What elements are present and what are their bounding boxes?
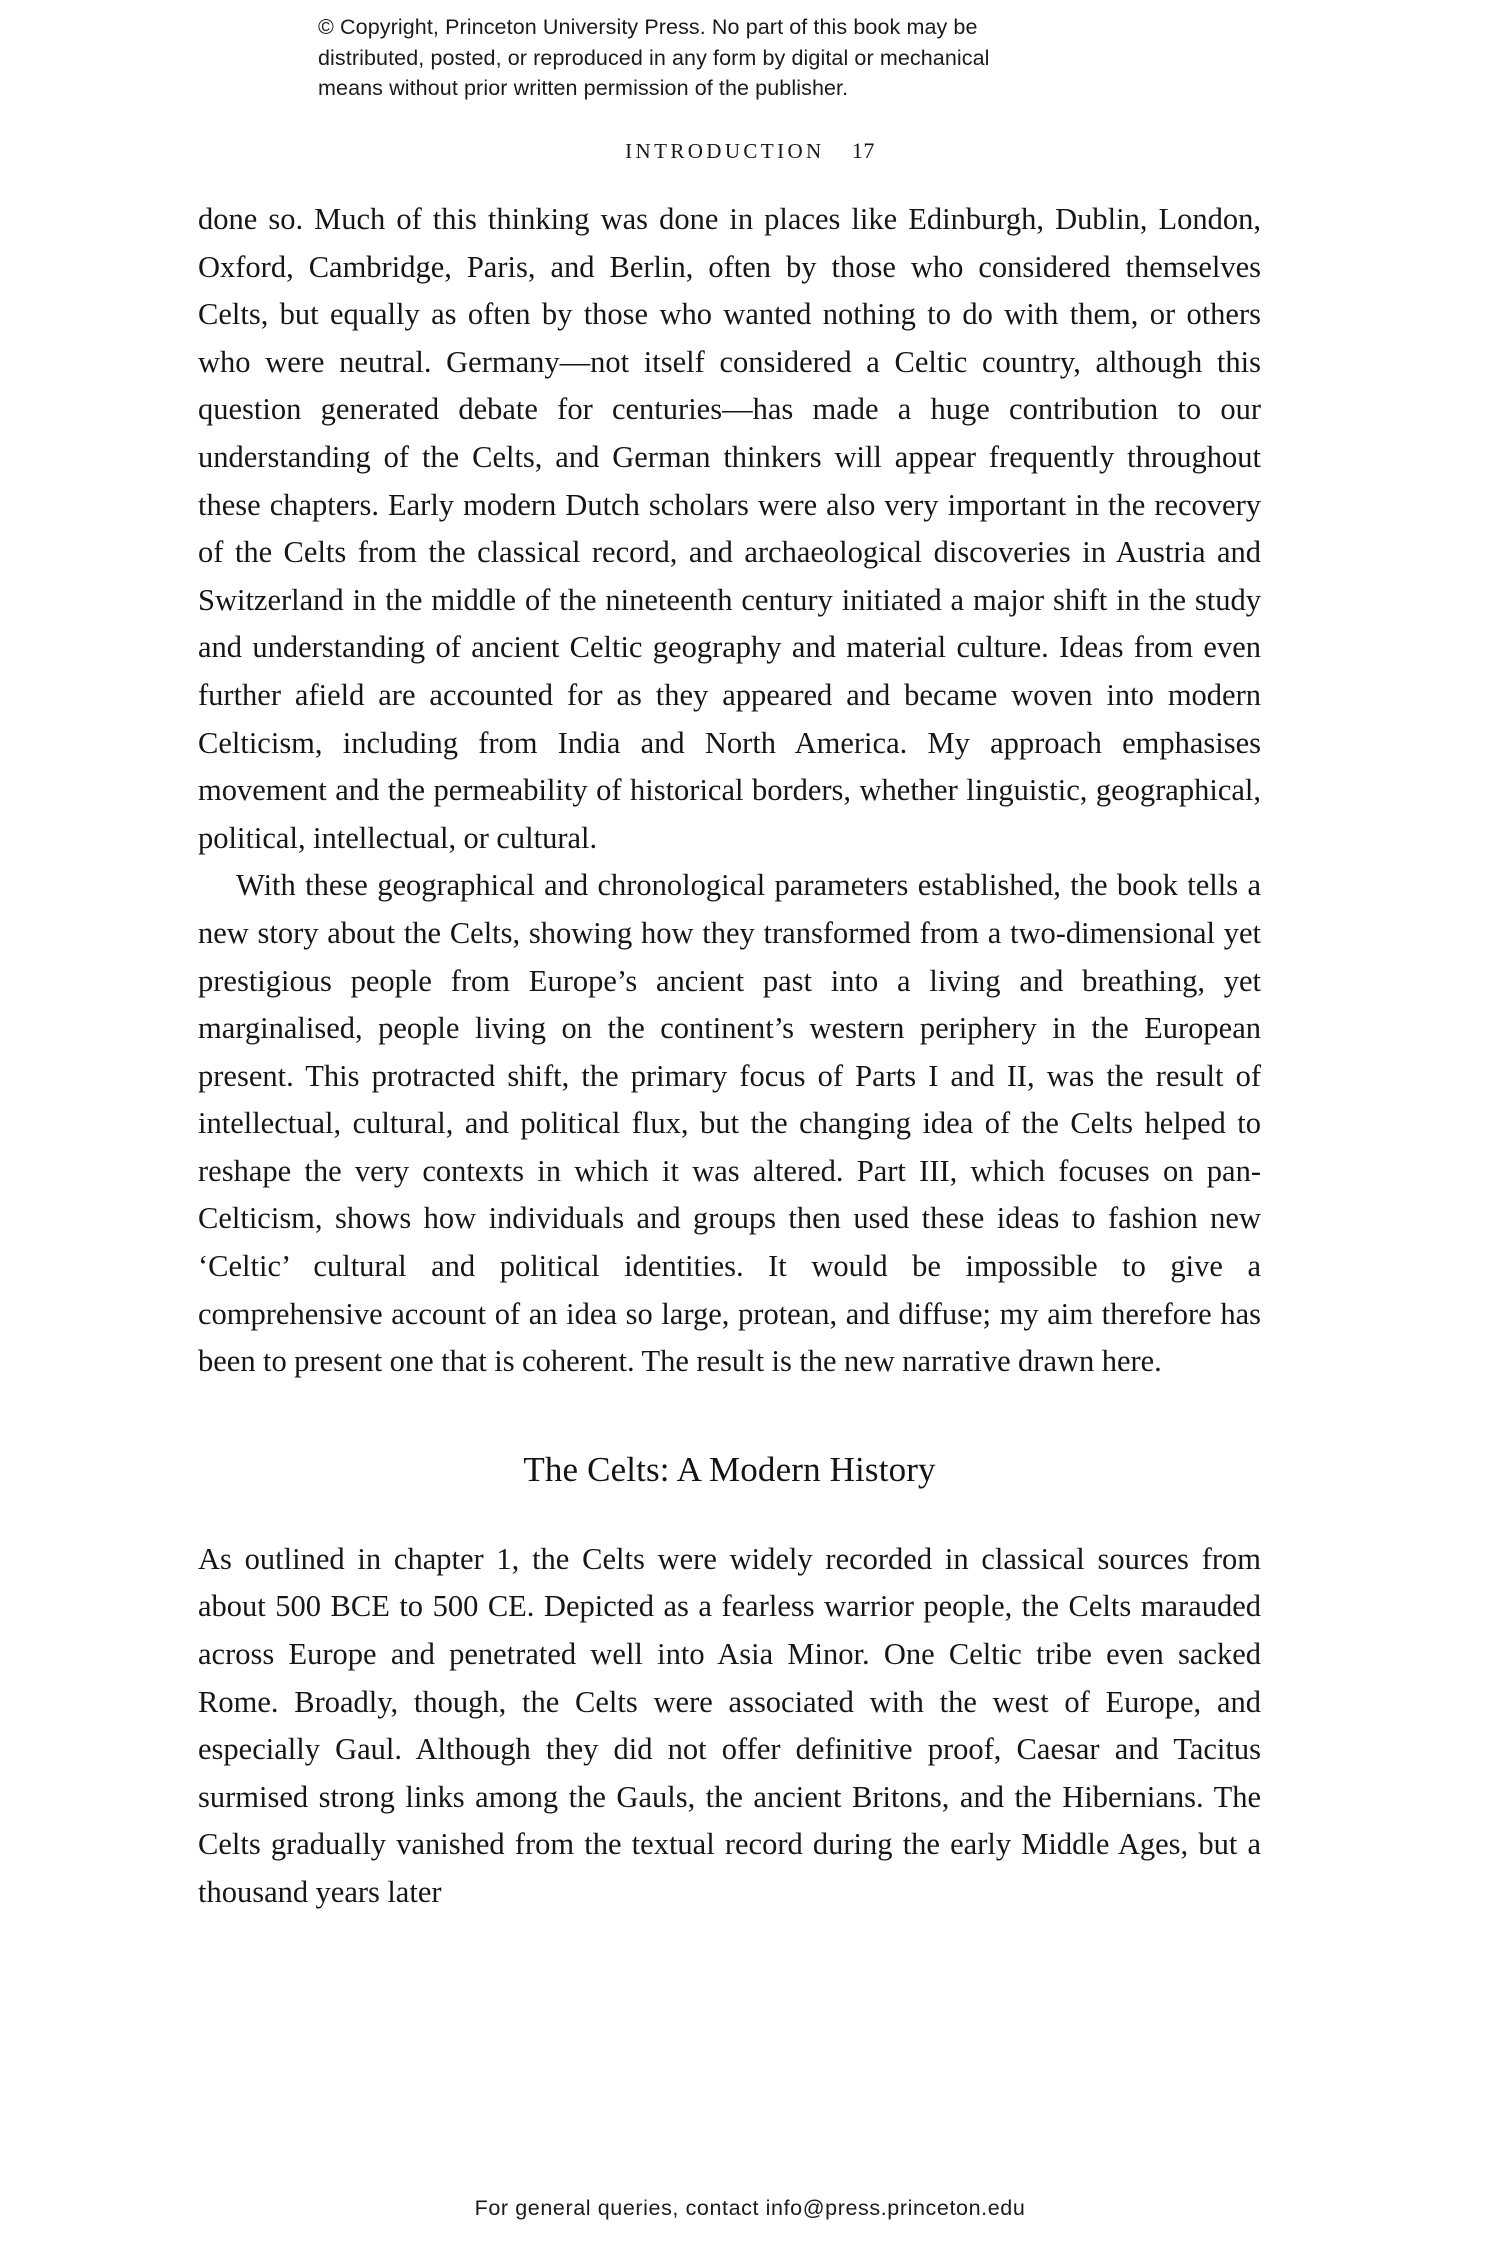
section-heading-wrap [198, 1448, 1261, 1492]
section-heading: The Celts: A Modern History [523, 1449, 936, 1489]
copyright-line-2: distributed, posted, or reproduced in any form by digital or mechanical [318, 45, 990, 70]
running-head [0, 138, 1500, 164]
paragraph-2: With these geographical and chronological parameters established, the book tells a new story about the Celts, showing how they transformed from a two-dimensional yet prestigious people from Europe’s ancient past into a living and breathing, yet marginalised, people living on the continent’s western periphery in the European present. This protracted shift, the primary focus of Parts I and II, was the result of intellectual, cultural, and political flux, but the changing idea of the Celts helped to reshape the very contexts in which it was altered. Part III, which focuses on pan-Celticism, shows how individuals and groups then used these ideas to fashion new ‘Celtic’ cultural and political identities. It would be impossible to give a comprehensive account of an idea so large, protean, and diffuse; my aim therefore has been to present one that is coherent. The result is the new narrative drawn here. [198, 868, 1261, 1379]
running-head-title: INTRODUCTION [625, 139, 825, 163]
body-text-block [198, 196, 1261, 1917]
paragraph-3: As outlined in chapter 1, the Celts were widely recorded in classical sources from about 500 BCE to 500 CE. Depicted as a fearless warrior people, the Celts marauded across Europe and penetrated well into Asia Minor. One Celtic tribe even sacked Rome. Broadly, though, the Celts were associated with the west of Europe, and especially Gaul. Although they did not offer definitive proof, Caesar and Tacitus surmised strong links among the Gauls, the ancient Britons, and the Hibernians. The Celts gradually vanished from the textual record during the early Middle Ages, but a thousand years later [198, 1541, 1261, 1909]
copyright-notice [318, 12, 998, 104]
paragraph-1: done so. Much of this thinking was done in places like Edinburgh, Dublin, London, Oxford, Cambridge, Paris, and Berlin, often by those who considered themselves Celts, but equally as often by those who wanted nothing to do with them, or others who were neutral. Germany—not itself considered a Celtic country, although this question generated debate for centuries—has made a huge contribution to our understanding of the Celts, and German thinkers will appear frequently throughout these chapters. Early modern Dutch scholars were also very important in the recovery of the Celts from the classical record, and archaeological discoveries in Austria and Switzerland in the middle of the nineteenth century initiated a major shift in the study and understanding of ancient Celtic geography and material culture. Ideas from even further afield are accounted for as they appeared and became woven into modern Celticism, including from India and North America. My approach emphasises movement and the permeability of historical borders, whether linguistic, geographical, political, intellectual, or cultural. [198, 202, 1261, 855]
footer-contact-line: For general queries, contact info@press.princeton.edu [474, 2196, 1026, 2220]
copyright-line-1: © Copyright, Princeton University Press. No part of this book may be [318, 15, 978, 39]
page-number: 17 [851, 138, 875, 163]
copyright-line-3: means without prior written permission of the publisher. [318, 76, 849, 101]
